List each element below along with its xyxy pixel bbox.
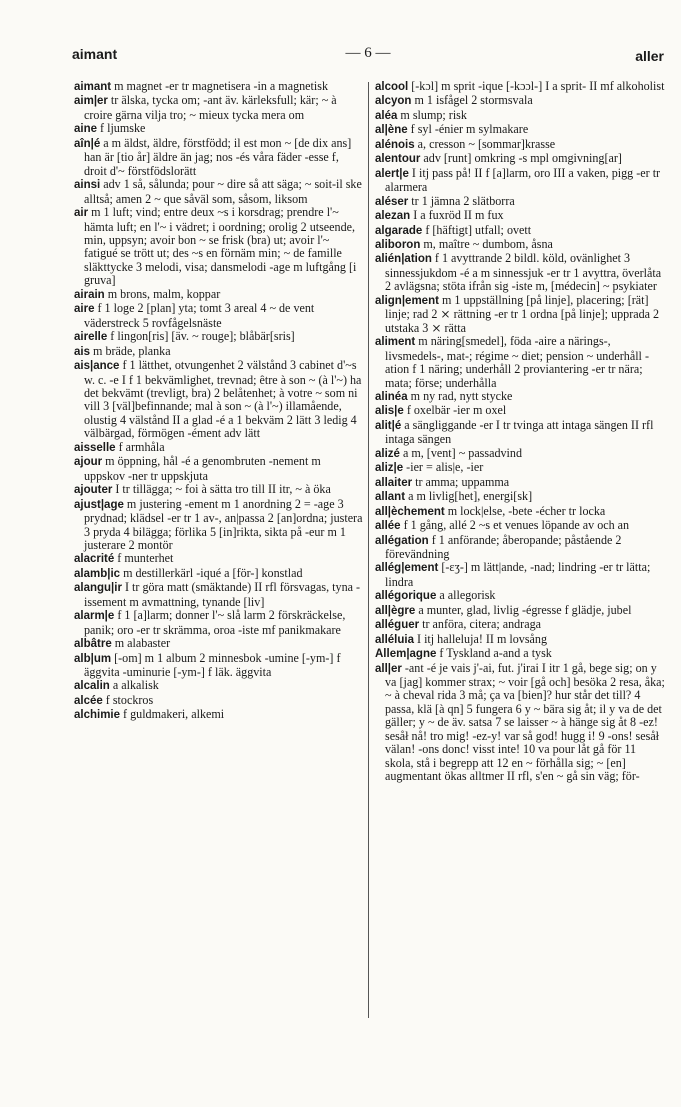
dictionary-entry bbox=[375, 167, 665, 195]
entry-definition: f 1 anförande; åberopande; påstående 2 förevändning bbox=[385, 532, 622, 561]
entry-headword: albâtre bbox=[74, 638, 112, 651]
dictionary-entry bbox=[375, 561, 665, 589]
dictionary-entry bbox=[375, 419, 665, 447]
entry-headword: alamb|ic bbox=[74, 567, 121, 580]
dictionary-entry bbox=[375, 109, 665, 123]
dictionary-entry bbox=[74, 288, 364, 302]
entry-headword: alezan bbox=[375, 210, 411, 223]
entry-definition: f lingon[ris] [äv. ~ rouge]; blåbär[sris] bbox=[107, 329, 295, 344]
dictionary-entry bbox=[375, 195, 665, 209]
entry-headword: alizé bbox=[375, 447, 400, 460]
dictionary-entry bbox=[74, 178, 364, 206]
entry-definition: a sängliggande -er I tr tvinga att intaga sängen II rfl intaga sängen bbox=[385, 417, 654, 447]
entry-headword: alchimie bbox=[74, 709, 121, 722]
entry-definition: tr anföra, citera; andraga bbox=[419, 617, 541, 632]
entry-definition: m 1 uppställning [på linje], placering; [rät] linje; rad 2 ⨯ rättning -er tr 1 ordna [på linje]; upprada 2 utstaka 3 ⨯ rätta bbox=[385, 292, 660, 335]
entry-headword: alléguer bbox=[375, 619, 420, 632]
entry-definition: m näring[smedel], föda -aire a närings-, livsmedels-, mat-; régime ~ diet; pension ~ underhåll -ation f 1 näring; underhåll 2 proviantering -er tr nära; mata; förse; underhålla bbox=[385, 334, 649, 390]
entry-headword: Allem|agne bbox=[375, 648, 437, 661]
dictionary-entry bbox=[375, 294, 665, 335]
entry-definition: a m äldst, äldre, förstfödd; il est mon ~ [de dix ans] han är [tio år] äldre än jag; nos -és våra fäder -esse f, droit d'~ förstfödslorätt bbox=[84, 135, 352, 178]
dictionary-entry bbox=[375, 519, 665, 533]
entry-definition: I itj halleluja! II m lovsång bbox=[414, 631, 547, 646]
dictionary-entry bbox=[74, 80, 364, 94]
entry-definition: f 1 lätthet, otvungenhet 2 välstånd 3 cabinet d'~s w. c. -e I f 1 bekvämlighet, trevnad; être à son ~ (à l'~) ha det bekvämt (trevligt, bra) 2 belåtenhet; à votre ~ som ni vill 3 [väl]befinnande; mal à son ~ (à l'~) illamående, olustig 4 välstånd II a glad -é a 1 bekväm 2 lätt 3 ledig 4 välbärgad, förmögen -ément adv lätt bbox=[84, 358, 362, 441]
entry-headword: ais bbox=[74, 345, 90, 358]
entry-headword: alcée bbox=[74, 694, 103, 707]
dictionary-entry bbox=[74, 94, 364, 122]
dictionary-entry bbox=[375, 404, 665, 418]
column-divider bbox=[368, 82, 369, 1018]
entry-headword: alién|ation bbox=[375, 253, 432, 266]
entry-definition: a, cresson ~ [sommar]krasse bbox=[414, 136, 556, 151]
entry-definition: f guldmakeri, alkemi bbox=[120, 707, 225, 722]
entry-headword: align|ement bbox=[375, 294, 439, 307]
dictionary-entry bbox=[375, 476, 665, 490]
entry-headword: ajour bbox=[74, 456, 103, 469]
dictionary-entry bbox=[74, 345, 364, 359]
entry-headword: allégation bbox=[375, 534, 429, 547]
entry-headword: aine bbox=[74, 123, 98, 136]
dictionary-entry bbox=[375, 390, 665, 404]
entry-definition: m 1 isfågel 2 stormsvala bbox=[411, 93, 533, 108]
entry-headword: alarm|e bbox=[74, 610, 115, 623]
entry-headword: aimant bbox=[74, 81, 112, 93]
entry-definition: a m, [vent] ~ passadvind bbox=[399, 445, 523, 460]
entry-definition: m lock|else, -bete -écher tr locka bbox=[444, 503, 606, 518]
entry-headword: aliment bbox=[375, 336, 416, 349]
right-column bbox=[375, 80, 665, 784]
entry-definition: f 1 [a]larm; donner l'~ slå larm 2 förskräckelse, panik; oro -er tr skrämma, oroa -iste mf panikmakare bbox=[84, 608, 346, 637]
dictionary-entry bbox=[375, 152, 665, 166]
entry-headword: aléser bbox=[375, 195, 409, 208]
dictionary-entry bbox=[74, 455, 364, 483]
entry-definition: [-ɛʒ-] m lätt|ande, -nad; lindring -er tr lätta; lindra bbox=[385, 560, 651, 589]
entry-definition: -ant -é je vais j'-ai, fut. j'irai I itr 1 gå, bege sig; on y va [jag] kommer strax; ~ voir [gå och] besöka 2 resa, åka; ~ à cheval rida 3 må; ça va [bien]? hur står det till? 4 passa, klä [à qn] 5 fungera 6 y ~ bära sig åt; il y va de det gäller; y ~ de äv. satsa 7 se laisser ~ à hänge sig åt 8 -ez! sesåł nå! tro mig! -ez-y! var så god! hugg i! 9 -ons! sesåł välan! -ons donc! visst inte! 10 va pour låt gå för 11 skola, stå i begrepp att 12 en ~ förhålla sig; ~ [en] augmentant ökas alltmer II rfl, s'en ~ gå sin väg; för- bbox=[385, 660, 665, 784]
entry-headword: alléluia bbox=[375, 633, 414, 646]
entry-headword: ainsi bbox=[74, 179, 101, 192]
dictionary-entry bbox=[375, 633, 665, 647]
entry-headword: allant bbox=[375, 491, 406, 504]
dictionary-entry bbox=[375, 335, 665, 390]
entry-definition: m alabaster bbox=[111, 636, 171, 651]
entry-headword: aire bbox=[74, 303, 95, 316]
dictionary-entry bbox=[74, 652, 364, 680]
entry-definition: f 1 avyttrande 2 bildl. köld, ovänlighet 3 sinnessjukdom -é a m sinnessjuk -er tr 1 avyttra, överlåta 2 avlägsna; stöta ifrån sig -iste m, [médecin] ~ psykiater bbox=[385, 251, 662, 294]
entry-headword: all|ègre bbox=[375, 604, 416, 617]
dictionary-entry bbox=[375, 505, 665, 519]
entry-definition: f 1 loge 2 [plan] yta; tomt 3 areal 4 ~ de vent väderstreck 5 rovfågelsnäste bbox=[84, 301, 315, 330]
dictionary-entry bbox=[375, 647, 665, 661]
left-column bbox=[74, 80, 364, 723]
entry-definition: a allegorisk bbox=[436, 588, 496, 603]
entry-headword: all|er bbox=[375, 662, 402, 675]
entry-headword: aliz|e bbox=[375, 462, 404, 475]
entry-definition: f 1 gång, allé 2 ~s et venues löpande av och an bbox=[400, 518, 630, 533]
entry-definition: tr älska, tycka om; -ant äv. kärleksfull; kär; ~ à croire gärna vilja tro; ~ mieux tycka mera om bbox=[84, 93, 337, 122]
entry-definition: f Tyskland a-and a tysk bbox=[436, 646, 552, 661]
dictionary-entry bbox=[74, 330, 364, 344]
entry-headword: allég|ement bbox=[375, 562, 439, 575]
dictionary-entry bbox=[375, 123, 665, 137]
dictionary-entry bbox=[74, 302, 364, 330]
entry-definition: I tr göra matt (smäktande) II rfl försvagas, tyna -issement m avmattning, tynande [liv] bbox=[84, 580, 361, 609]
entry-definition: a alkalisk bbox=[109, 678, 159, 693]
entry-headword: airain bbox=[74, 288, 105, 301]
entry-headword: aim|er bbox=[74, 95, 108, 108]
entry-definition: f stockros bbox=[102, 692, 154, 707]
dictionary-entry bbox=[375, 94, 665, 108]
entry-definition: m brons, malm, koppar bbox=[104, 286, 221, 301]
entry-definition: a m livlig[het], energi[sk] bbox=[405, 489, 533, 504]
entry-definition: tr amma; uppamma bbox=[412, 474, 510, 489]
entry-headword: alangu|ir bbox=[74, 582, 122, 595]
dictionary-entry bbox=[375, 589, 665, 603]
entry-headword: alacrité bbox=[74, 553, 115, 566]
dictionary-entry bbox=[74, 609, 364, 637]
entry-definition: [-om] m 1 album 2 minnesbok -umine [-ym-] f äggvita -uminurie [-ym-] f läk. äggvita bbox=[84, 650, 341, 680]
dictionary-entry bbox=[74, 137, 364, 178]
entry-definition: I tr tillägga; ~ foi à sätta tro till II itr, ~ à öka bbox=[112, 482, 331, 497]
entry-headword: alert|e bbox=[375, 167, 409, 180]
entry-definition: adv 1 så, sålunda; pour ~ dire så att säga; ~ soit-il ske alltså; amen 2 ~ que såväl som, såsom, liksom bbox=[84, 177, 362, 206]
dictionary-entry bbox=[74, 637, 364, 651]
entry-definition: f armhåla bbox=[115, 439, 165, 454]
entry-definition: m bräde, planka bbox=[90, 343, 171, 358]
page-number: — 6 — bbox=[345, 45, 391, 61]
entry-definition: f munterhet bbox=[114, 551, 174, 566]
entry-headword: alentour bbox=[375, 153, 421, 166]
entry-definition: f oxelbär -ier m oxel bbox=[403, 403, 507, 418]
dictionary-entry bbox=[74, 483, 364, 497]
dictionary-entry bbox=[74, 708, 364, 722]
entry-headword: algarade bbox=[375, 224, 423, 237]
entry-definition: m slump; risk bbox=[397, 107, 467, 122]
entry-definition: f ljumske bbox=[97, 121, 146, 136]
entry-definition: I a fuxröd II m fux bbox=[410, 208, 504, 223]
entry-headword: allée bbox=[375, 520, 401, 533]
entry-definition: m destillerkärl -iqué a [för-] konstlad bbox=[120, 565, 303, 580]
entry-headword: alis|e bbox=[375, 405, 404, 418]
dictionary-entry bbox=[375, 252, 665, 293]
entry-headword: alcalin bbox=[74, 680, 110, 693]
entry-headword: alénois bbox=[375, 138, 415, 151]
entry-definition: m öppning, hål -é a genombruten -nement m uppskov -ner tr uppskjuta bbox=[84, 454, 321, 483]
dictionary-entry bbox=[375, 618, 665, 632]
dictionary-entry bbox=[74, 359, 364, 441]
entry-definition: m 1 luft; vind; entre deux ~s i korsdrag; prendre l'~ hämta luft; en l'~ i vädret; i oordning; orolig 2 utseende, min, uppsyn; avoir bon ~ se frisk (bra) ut; avoir l'~ fatigué se trött ut; des ~s en förnäm min; ~ de famille släkttycke 3 melodi, visa; dansmelodi -age m luftgång [i gruva] bbox=[84, 205, 357, 288]
entry-definition: m ny rad, nytt stycke bbox=[407, 388, 513, 403]
entry-headword: ajust|age bbox=[74, 498, 124, 511]
entry-headword: airelle bbox=[74, 331, 108, 344]
entry-definition: [-kɔl] m sprit -ique [-kɔɔl-] I a sprit- II mf alkoholist bbox=[408, 79, 665, 93]
entry-definition: I itj pass på! II f [a]larm, oro III a vaken, pigg -er tr alarmera bbox=[385, 165, 661, 195]
entry-definition: f [häftigt] utfall; ovett bbox=[422, 222, 532, 237]
page-header bbox=[72, 44, 664, 68]
entry-headword: al|ène bbox=[375, 124, 408, 137]
entry-headword: alit|é bbox=[375, 419, 402, 432]
entry-headword: allégorique bbox=[375, 590, 437, 603]
entry-headword: allaiter bbox=[375, 476, 413, 489]
dictionary-entry bbox=[74, 679, 364, 693]
dictionary-entry bbox=[375, 80, 665, 94]
entry-headword: air bbox=[74, 207, 89, 220]
dictionary-entry bbox=[375, 490, 665, 504]
entry-definition: tr 1 jämna 2 slätborra bbox=[408, 193, 515, 208]
entry-headword: ais|ance bbox=[74, 360, 120, 373]
entry-headword: aléa bbox=[375, 109, 398, 122]
entry-definition: f syl -énier m sylmakare bbox=[407, 122, 529, 137]
dictionary-entry bbox=[74, 694, 364, 708]
entry-definition: a munter, glad, livlig -égresse f glädje, jubel bbox=[415, 602, 632, 617]
dictionary-entry bbox=[74, 552, 364, 566]
entry-headword: aliboron bbox=[375, 238, 421, 251]
entry-definition: adv [runt] omkring -s mpl omgivning[ar] bbox=[420, 151, 622, 166]
entry-headword: aîn|é bbox=[74, 137, 101, 150]
entry-headword: alcyon bbox=[375, 95, 412, 108]
dictionary-entry bbox=[375, 209, 665, 223]
dictionary-entry bbox=[375, 138, 665, 152]
dictionary-entry bbox=[375, 461, 665, 475]
dictionary-entry bbox=[74, 498, 364, 553]
entry-definition: m, maître ~ dumbom, åsna bbox=[420, 236, 553, 251]
dictionary-entry bbox=[74, 581, 364, 609]
entry-definition: m justering -ement m 1 anordning 2 = -age 3 prydnad; klädsel -er tr 1 av-, an|passa 2 [an]ordna; justera 3 pryda 4 bilägga; förlika 5 [in]rikta, sikta på -eur m 1 justerare 2 montör bbox=[84, 496, 363, 552]
right-guide-word: aller bbox=[635, 48, 664, 64]
dictionary-entry bbox=[375, 604, 665, 618]
entry-headword: alinéa bbox=[375, 390, 408, 403]
entry-definition: -ier = alis|e, -ier bbox=[403, 460, 484, 475]
dictionary-entry bbox=[375, 447, 665, 461]
entry-definition: m magnet -er tr magnetisera -in a magnetisk bbox=[111, 79, 329, 93]
dictionary-entry bbox=[74, 567, 364, 581]
left-guide-word: aimant bbox=[72, 46, 118, 62]
dictionary-entry bbox=[74, 441, 364, 455]
entry-headword: all|èchement bbox=[375, 505, 445, 518]
dictionary-entry bbox=[375, 662, 665, 784]
dictionary-entry bbox=[375, 238, 665, 252]
entry-headword: alb|um bbox=[74, 652, 112, 665]
dictionary-entry bbox=[74, 122, 364, 136]
entry-headword: alcool bbox=[375, 81, 409, 93]
entry-headword: ajouter bbox=[74, 484, 113, 497]
entry-headword: aisselle bbox=[74, 441, 116, 454]
dictionary-entry bbox=[74, 206, 364, 288]
dictionary-entry bbox=[375, 534, 665, 562]
dictionary-entry bbox=[375, 224, 665, 238]
